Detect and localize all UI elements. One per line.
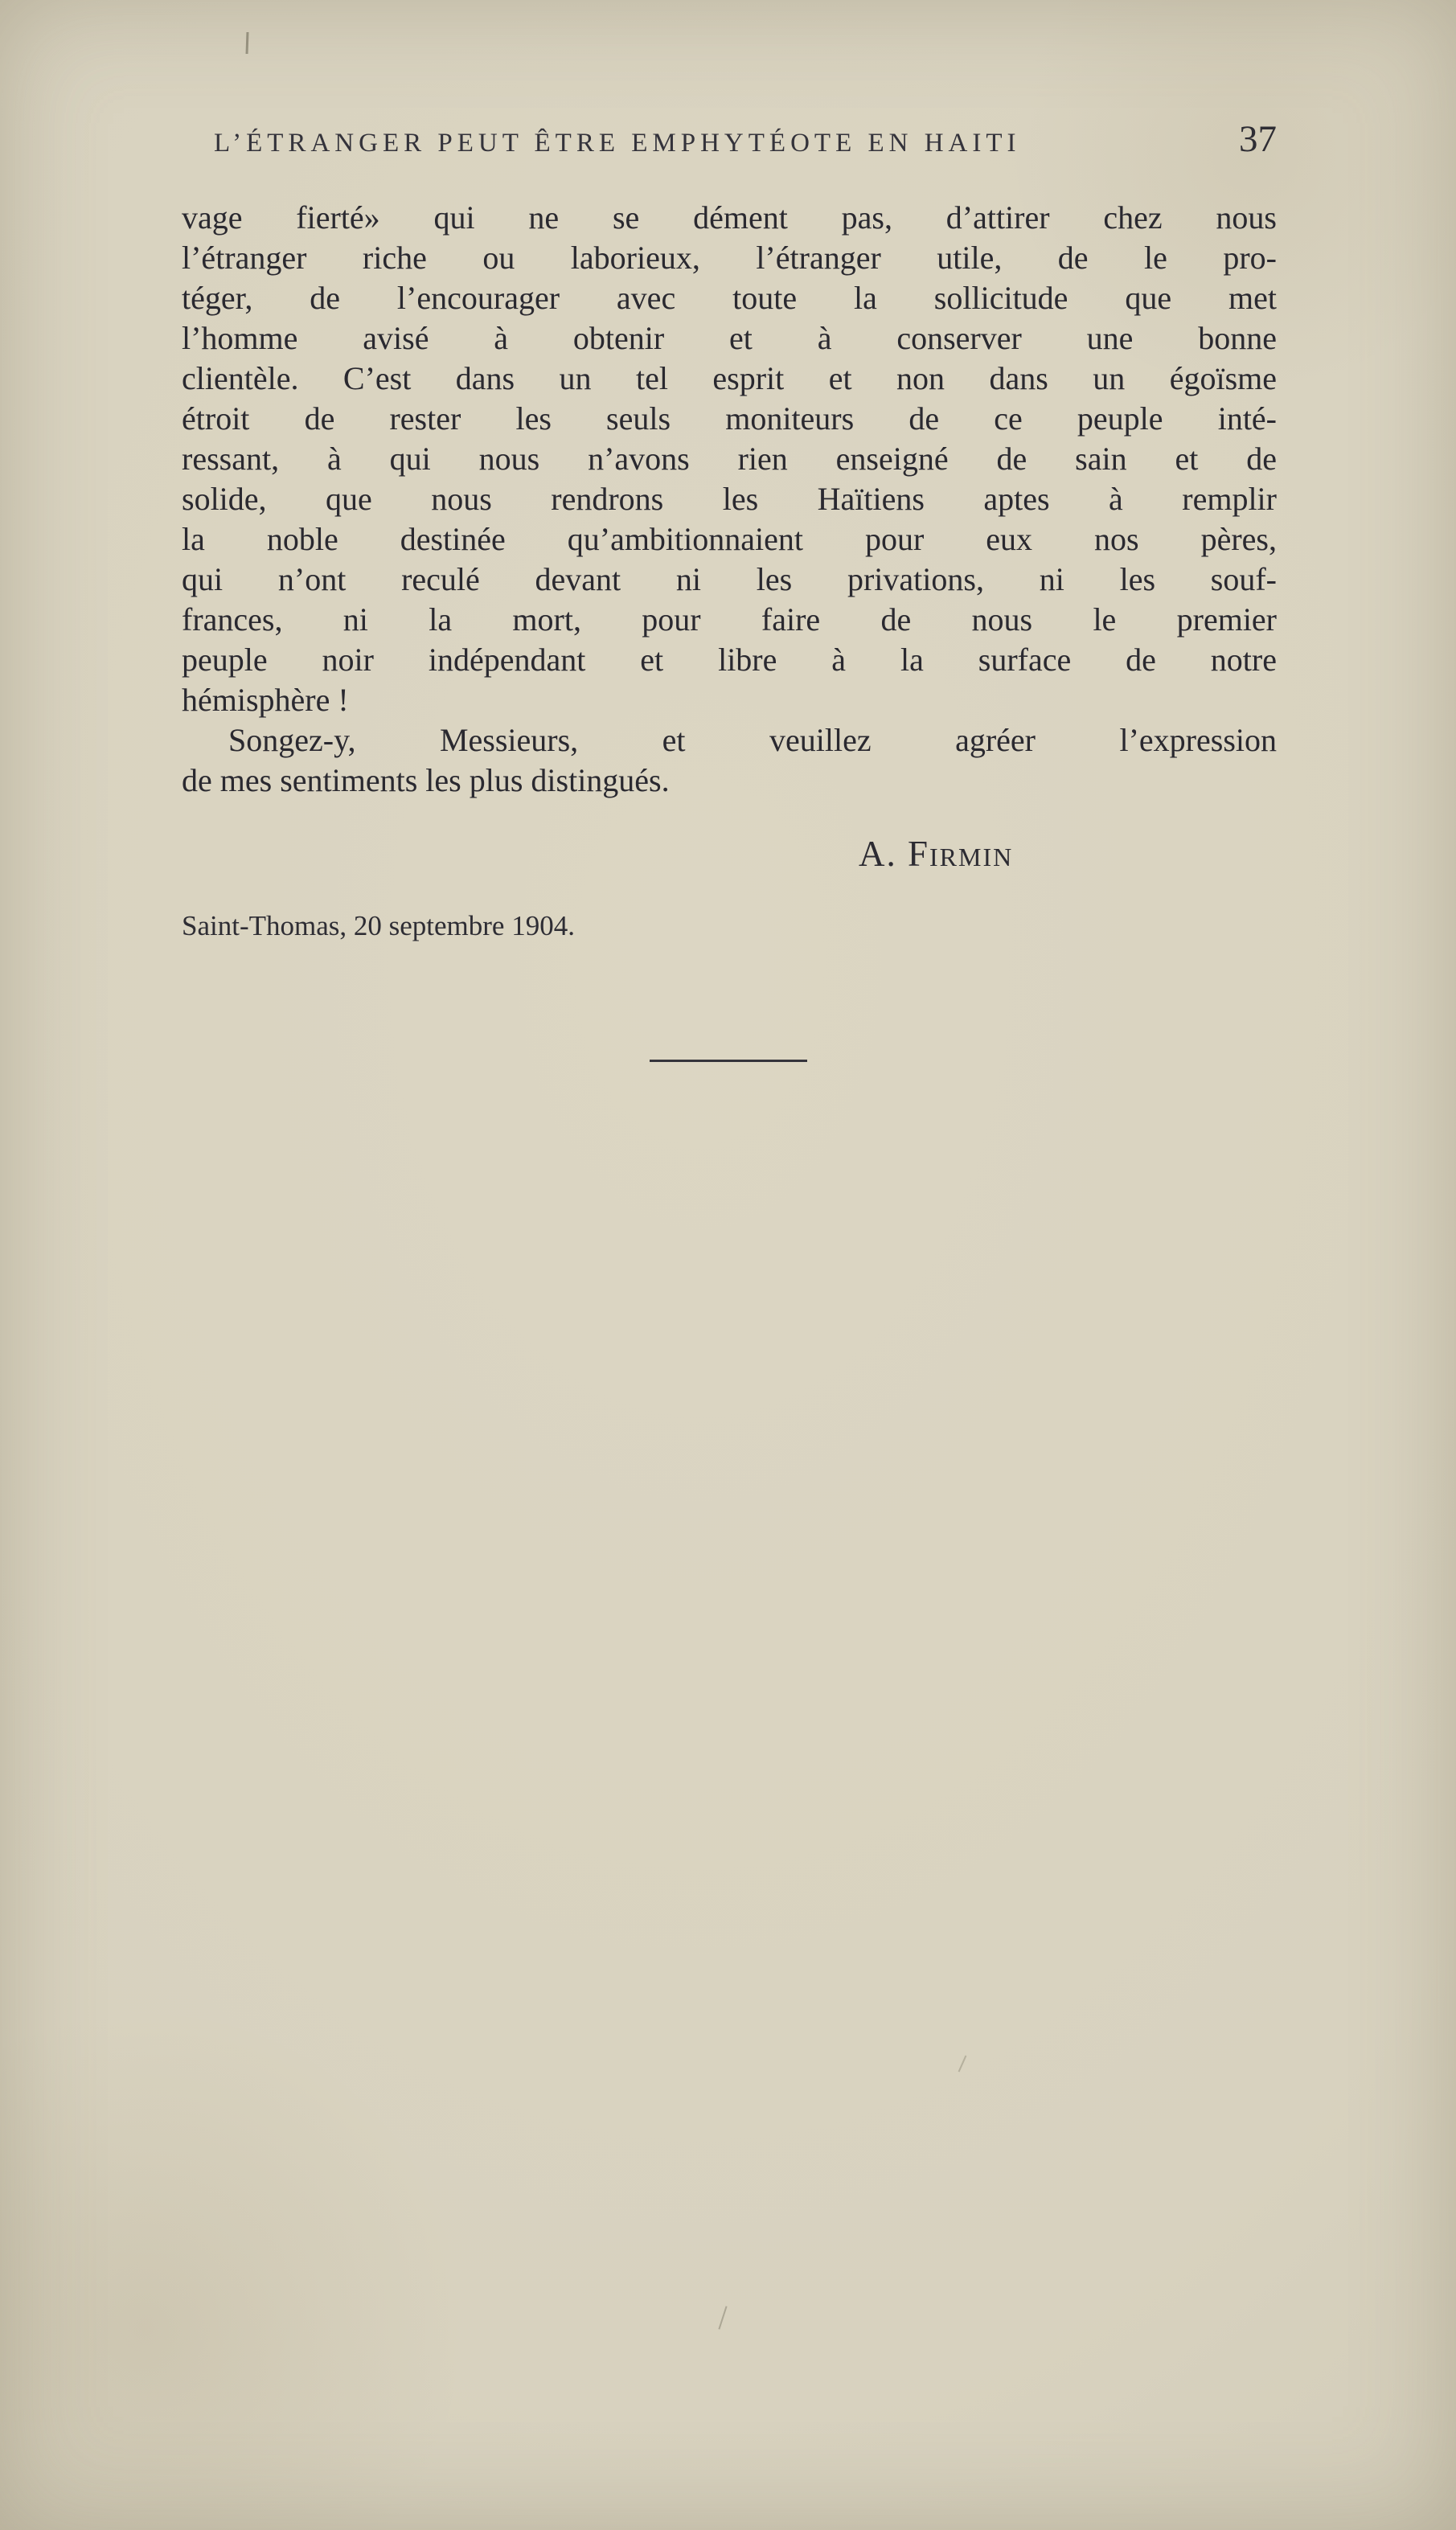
- body-text: [182, 198, 1277, 801]
- text-line: l’étranger riche ou laborieux, l’étranger utile, de le pro-: [182, 240, 1277, 276]
- text-line: clientèle. C’est dans un tel esprit et non dans un égoïsme: [182, 360, 1277, 396]
- running-header-title: L’ÉTRANGER PEUT ÊTRE EMPHYTÉOTE EN HAITI: [214, 129, 1021, 158]
- text-line: de mes sentiments les plus distingués.: [182, 762, 670, 798]
- running-header: [182, 117, 1277, 161]
- text-line: téger, de l’encourager avec toute la sollicitude que met: [182, 280, 1277, 316]
- section-divider-rule: [650, 1060, 807, 1062]
- text-line: vage fierté» qui ne se dément pas, d’attirer chez nous: [182, 199, 1277, 236]
- dateline: Saint-Thomas, 20 septembre 1904.: [182, 910, 575, 941]
- scan-artifact-mark: [718, 2306, 727, 2329]
- scan-artifact-mark: [246, 32, 249, 54]
- text-line: la noble destinée qu’ambitionnaient pour eux nos pères,: [182, 521, 1277, 557]
- text-line: Songez-y, Messieurs, et veuillez agréer l’expression: [228, 722, 1277, 758]
- text-line: hémisphère !: [182, 682, 349, 718]
- text-line: qui n’ont reculé devant ni les privations, ni les souf-: [182, 561, 1277, 597]
- text-line: frances, ni la mort, pour faire de nous le premier: [182, 601, 1277, 638]
- text-line: l’homme avisé à obtenir et à conserver une bonne: [182, 320, 1277, 356]
- text-column: [182, 117, 1277, 942]
- scan-artifact-mark: [958, 2056, 967, 2073]
- text-line: solide, que nous rendrons les Haïtiens aptes à remplir: [182, 481, 1277, 517]
- text-line: peuple noir indépendant et libre à la surface de notre: [182, 642, 1277, 678]
- text-line: étroit de rester les seuls moniteurs de ce peuple inté-: [182, 400, 1277, 437]
- page-number: 37: [1239, 118, 1277, 160]
- author-signature: A. Firmin: [859, 834, 1014, 874]
- text-line: ressant, à qui nous n’avons rien enseigné de sain et de: [182, 441, 1277, 477]
